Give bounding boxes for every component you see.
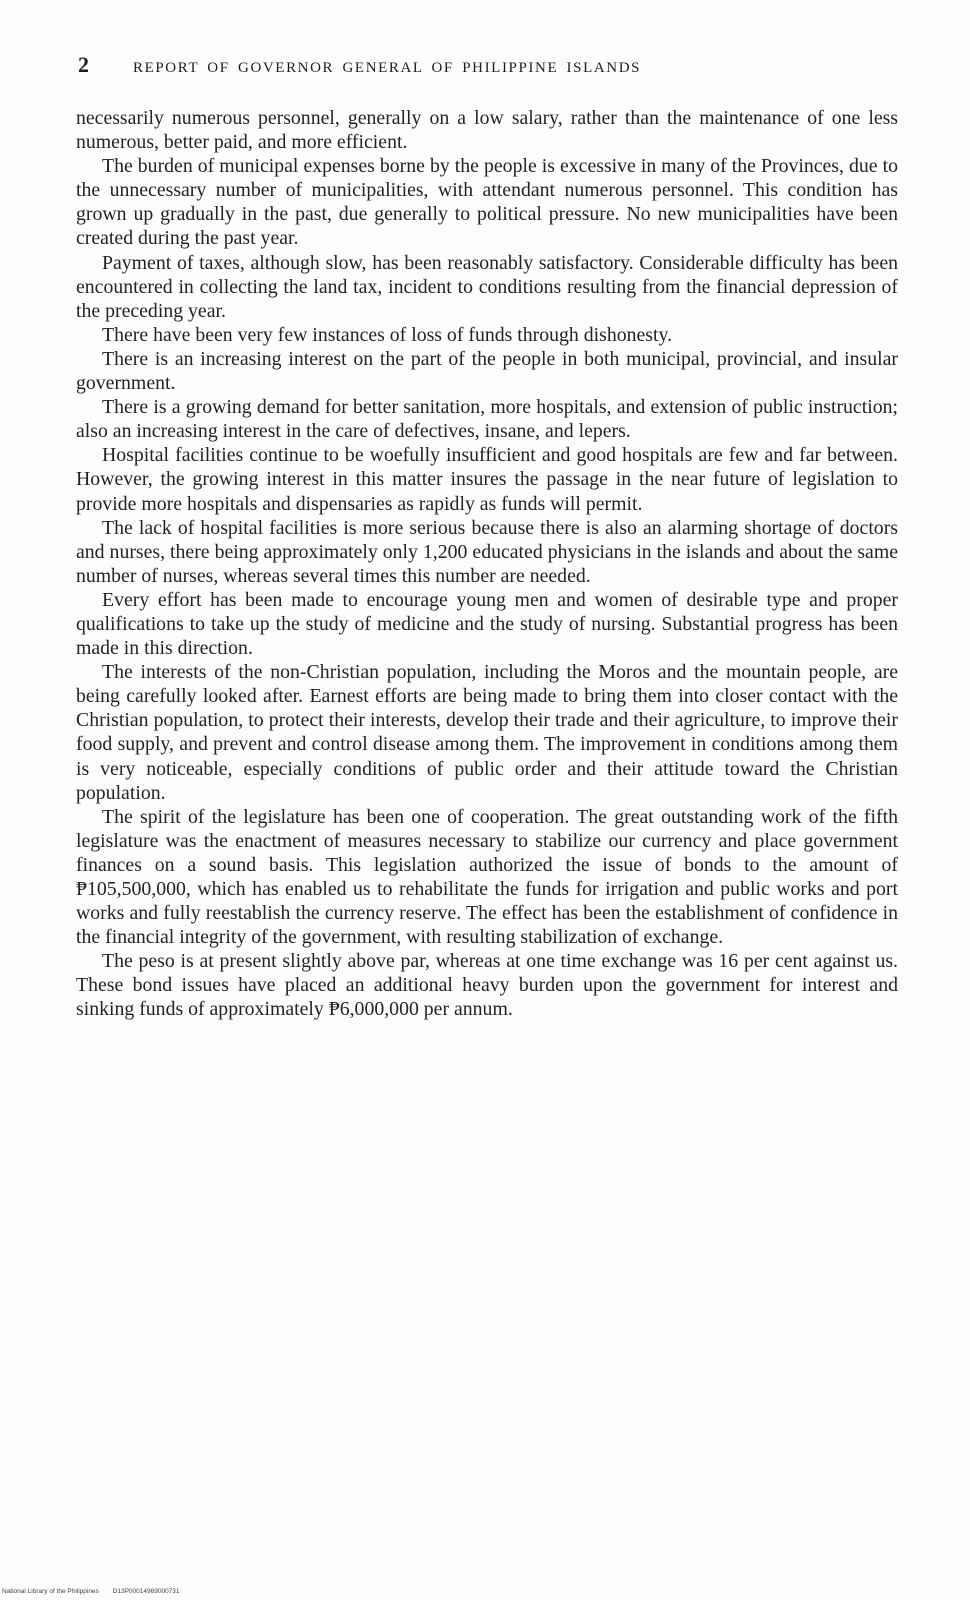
paragraph: The peso is at present slightly above par, whereas at one time exchange was 16 per cent against us. These bond issues have placed an additional heavy burden upon the government for interest and sinking funds of approximately ₱6,000,000 per annum. (76, 950, 898, 1021)
paragraph: The spirit of the legislature has been one of cooperation. The great outstanding work of the fifth legislature was the enactment of measures necessary to stabilize our currency and place government finances on a sound basis. This legislation authorized the issue of bonds to the amount of ₱105,500,000, which has enabled us to rehabilitate the funds for irrigation and public works and port works and fully reestablish the currency reserve. The effect has been the establishment of confidence in the financial integrity of the government, with resulting stabilization of exchange. (76, 805, 898, 949)
paragraph: necessarily numerous personnel, generally on a low salary, rather than the maintenance of one less numerous, better paid, and more efficient. (76, 107, 898, 154)
scan-identifier: D13P00014969000731 (112, 1588, 180, 1595)
paragraph: The interests of the non-Christian population, including the Moros and the mountain people, are being carefully looked after. Earnest efforts are being made to bring them into closer contact with the Christian population, to protect their interests, develop their trade and their agriculture, to improve their food supply, and prevent and control disease among them. The improvement in conditions among them is very noticeable, especially conditions of public order and their attitude toward the Christian population. (76, 661, 898, 804)
paragraph: There is an increasing interest on the part of the people in both municipal, provincial, and insular government. (76, 347, 898, 395)
library-name: National Library of the Philippines (2, 1588, 99, 1595)
paragraph: Hospital facilities continue to be woefully insufficient and good hospitals are few and far between. However, the growing interest in this matter insures the passage in the near future of legislation to provide more hospitals and dispensaries as rapidly as funds will permit. (76, 444, 898, 515)
paragraph: The lack of hospital facilities is more serious because there is also an alarming shortage of doctors and nurses, there being approximately only 1,200 educated physicians in the islands and about the same number of nurses, whereas several times this number are needed. (76, 516, 898, 587)
running-head: REPORT OF GOVERNOR GENERAL OF PHILIPPINE ISLANDS (133, 60, 642, 76)
paragraph: Payment of taxes, although slow, has been reasonably satisfactory. Considerable difficulty has been encountered in collecting the land tax, incident to conditions resulting from the financial depression of the preceding year. (76, 251, 898, 322)
paragraph: There have been very few instances of loss of funds through dishonesty. (102, 323, 673, 346)
paragraph: Every effort has been made to encourage young men and women of desirable type and proper qualifications to take up the study of medicine and the study of nursing. Substantial progress has been made in this direction. (76, 588, 898, 660)
body-text (76, 106, 898, 1022)
paragraph: There is a growing demand for better sanitation, more hospitals, and extension of public instruction; also an increasing interest in the care of defectives, insane, and lepers. (76, 396, 898, 443)
scan-footer-stamp (2, 1588, 180, 1595)
page-header (78, 52, 888, 86)
paragraph: The burden of municipal expenses borne by the people is excessive in many of the Provinces, due to the unnecessary number of municipalities, with attendant numerous personnel. This condition has grown up gradually in the past, due generally to political pressure. No new municipalities have been created during the past year. (76, 155, 898, 250)
page-number: 2 (78, 52, 89, 77)
